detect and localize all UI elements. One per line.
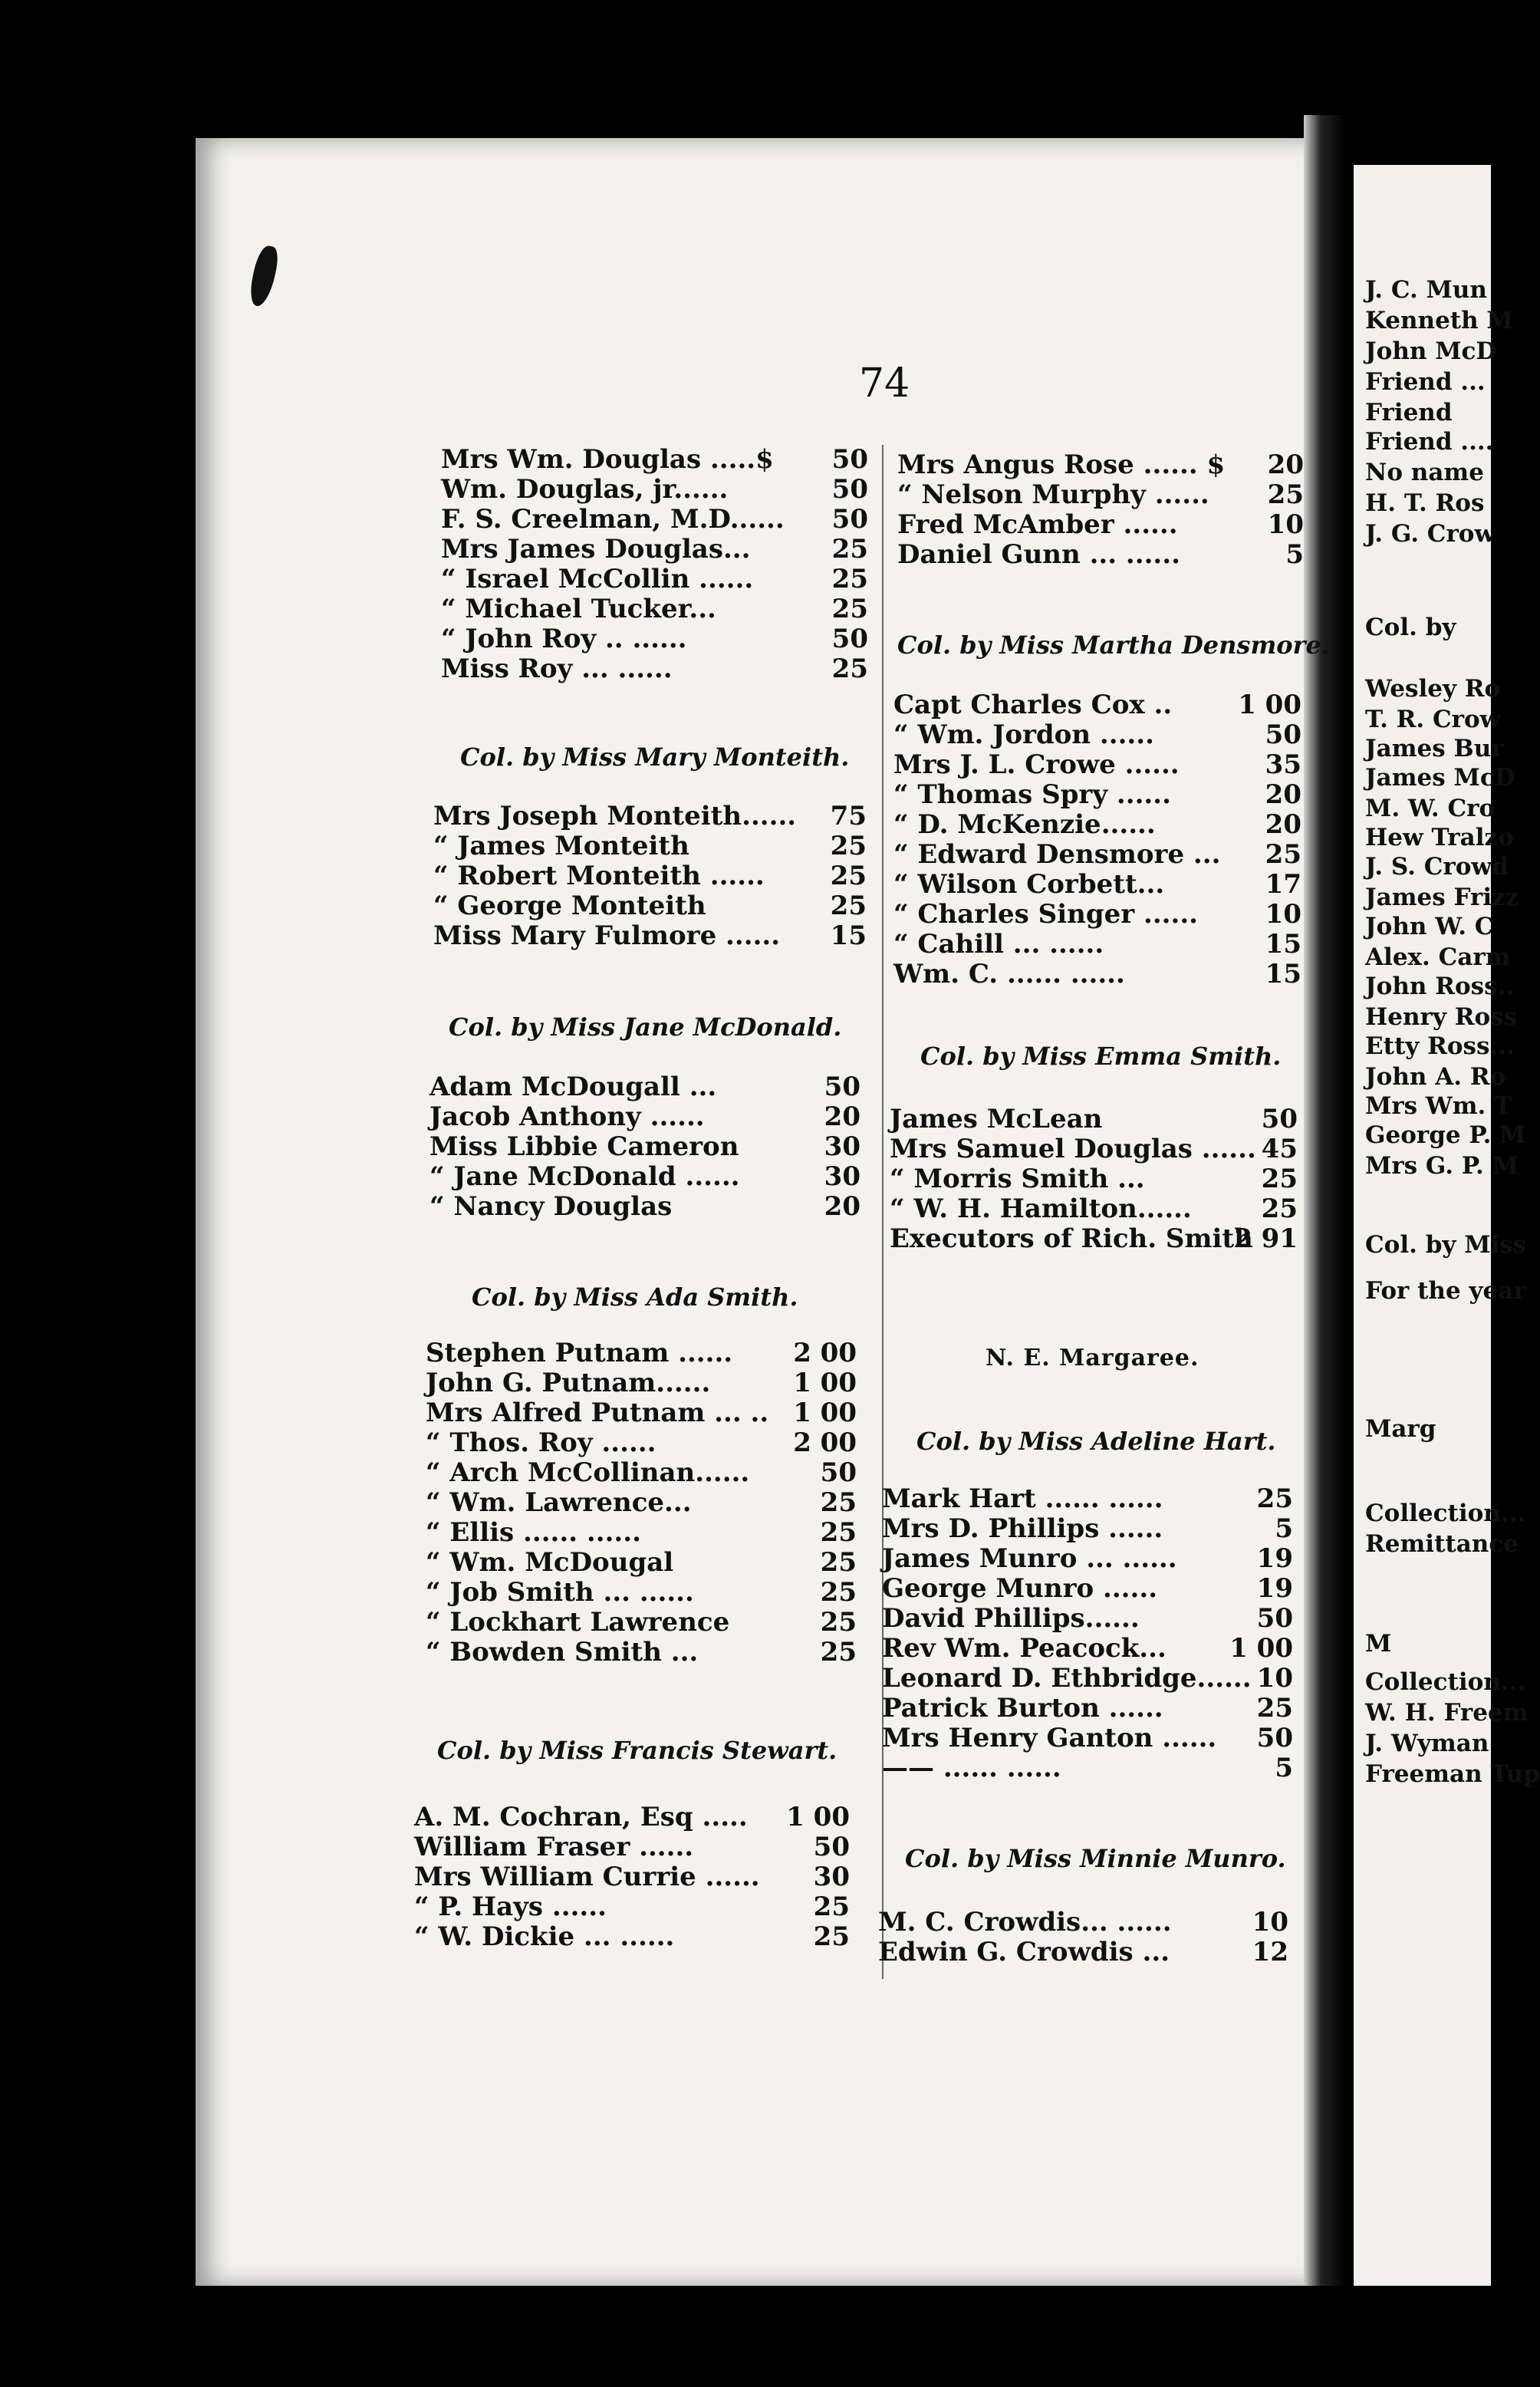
ledger-entry (426, 1427, 857, 1458)
ledger-entry (426, 1547, 857, 1578)
ledger-entry (429, 1191, 860, 1222)
ledger-entry (893, 959, 1301, 989)
ledger-entry (882, 1573, 1293, 1604)
right-page-text-fragment: Etty Ross... (1365, 1032, 1515, 1060)
donor-name: Jacob Anthony ...... (429, 1101, 705, 1132)
right-page-text-fragment: Friend .... (1365, 428, 1494, 456)
donation-amount: 25 (1256, 1483, 1293, 1514)
right-page-text-fragment: W. H. Freem (1365, 1699, 1528, 1727)
right-page-text-fragment: Freeman Tup (1365, 1760, 1540, 1788)
ledger-entry (429, 1161, 860, 1192)
donor-name: “ Israel McCollin ...... (441, 564, 754, 594)
right-page-text-fragment: J. C. Mun (1365, 276, 1487, 304)
donor-name: “ Wm. Lawrence... (426, 1487, 692, 1518)
ledger-entry (897, 539, 1304, 570)
ledger-entry (882, 1603, 1293, 1634)
right-page-text-fragment: Collection... (1365, 1500, 1526, 1527)
donation-amount: 25 (831, 594, 868, 624)
ledger-entry (893, 749, 1301, 780)
donation-amount: 25 (830, 861, 867, 891)
donation-amount: 5 (1275, 1753, 1293, 1783)
donation-amount: 2 00 (793, 1427, 857, 1458)
donor-name: James Munro ... ...... (882, 1543, 1177, 1574)
donation-amount: 17 (1265, 869, 1301, 900)
ledger-entry (441, 504, 868, 535)
donor-name: A. M. Cochran, Esq ..... (414, 1802, 748, 1832)
donation-amount: 20 (1265, 809, 1301, 840)
donor-name: “ Job Smith ... ...... (426, 1577, 694, 1608)
donor-name: “ W. H. Hamilton...... (890, 1194, 1192, 1224)
donor-name: Daniel Gunn ... ...... (897, 539, 1180, 570)
ledger-entry (878, 1937, 1288, 1967)
ledger-entry (426, 1577, 857, 1608)
donor-name: Stephen Putnam ...... (426, 1338, 733, 1368)
ledger-entry (441, 534, 868, 565)
donor-name: “ Michael Tucker... (441, 594, 716, 624)
donation-amount: 50 (813, 1832, 850, 1862)
donation-amount: 50 (820, 1457, 857, 1488)
ledger-entry (426, 1607, 857, 1638)
book-gutter (1304, 115, 1346, 2286)
ledger-entry (414, 1832, 850, 1862)
donation-amount: 15 (830, 920, 867, 951)
donor-name: Mrs Samuel Douglas ...... (890, 1134, 1256, 1164)
donation-amount: 25 (831, 654, 868, 684)
section-heading: Col. by Miss Mary Monteith. (460, 742, 850, 772)
donor-name: Mrs Angus Rose ...... $ (897, 449, 1226, 480)
donation-amount: 30 (813, 1862, 850, 1892)
donation-amount: 30 (824, 1131, 860, 1162)
ledger-entry (882, 1543, 1293, 1574)
donor-name: Capt Charles Cox .. (893, 690, 1173, 720)
donor-name: Mrs Wm. Douglas .....$ (441, 444, 774, 475)
donor-name: “ Nelson Murphy ...... (897, 479, 1209, 510)
donation-amount: 25 (1261, 1194, 1298, 1224)
right-page-text-fragment: Mrs Wm. T (1365, 1092, 1512, 1120)
donor-name: Wm. C. ...... ...... (893, 959, 1125, 989)
donor-name: Edwin G. Crowdis ... (878, 1937, 1170, 1967)
ledger-entry (882, 1513, 1293, 1544)
donation-amount: 20 (1265, 779, 1301, 810)
donation-amount: 1 00 (786, 1802, 850, 1832)
donor-name: Miss Libbie Cameron (429, 1131, 739, 1162)
right-page-text-fragment: H. T. Ros (1365, 489, 1485, 517)
donation-amount: 25 (820, 1547, 857, 1578)
right-page-text-fragment: James McD (1365, 764, 1515, 792)
donor-name: “ Wm. Jordon ...... (893, 719, 1154, 750)
right-page-text-fragment: John A. Ro (1365, 1063, 1506, 1091)
donation-amount: 2 91 (1234, 1223, 1298, 1254)
donation-amount: 15 (1265, 959, 1301, 989)
donation-amount: 25 (830, 891, 867, 921)
donor-name: Mrs Alfred Putnam ... .. (426, 1398, 769, 1428)
donation-amount: 25 (820, 1637, 857, 1668)
donor-name: “ Arch McCollinan...... (426, 1457, 750, 1488)
donation-amount: 50 (831, 504, 868, 535)
donor-name: “ Cahill ... ...... (893, 929, 1104, 960)
donation-amount: 50 (831, 474, 868, 505)
section-heading: Col. by Miss Jane McDonald. (449, 1012, 842, 1042)
ledger-entry (433, 891, 867, 921)
donation-amount: 50 (824, 1072, 860, 1102)
donor-name: “ Nancy Douglas (429, 1191, 673, 1222)
ledger-entry (890, 1134, 1298, 1164)
donor-name: “ P. Hays ...... (414, 1891, 607, 1922)
donation-amount: 15 (1265, 929, 1301, 960)
ledger-entry (897, 509, 1304, 540)
right-page-text-fragment: Col. by Miss (1365, 1231, 1527, 1259)
right-page-text-fragment: M. W. Cro (1365, 795, 1496, 822)
donor-name: “ James Monteith (433, 831, 689, 861)
donor-name: Mrs Henry Ganton ...... (882, 1723, 1217, 1753)
donation-amount: 2 00 (793, 1338, 857, 1368)
ledger-entry (433, 920, 867, 951)
donation-amount: 12 (1252, 1937, 1288, 1967)
donation-amount: 35 (1265, 749, 1301, 780)
donation-amount: 50 (1261, 1104, 1298, 1134)
donation-amount: 25 (1261, 1164, 1298, 1194)
donor-name: Executors of Rich. Smith (890, 1223, 1253, 1254)
section-heading: Col. by Miss Adeline Hart. (916, 1427, 1276, 1456)
donation-amount: 25 (1265, 839, 1301, 870)
section-heading: Col. by Miss Martha Densmore. (897, 630, 1330, 660)
ledger-entry (882, 1693, 1293, 1724)
right-page-text-fragment: John Ross.. (1365, 973, 1515, 1000)
place-heading: N. E. Margaree. (986, 1345, 1199, 1371)
ledger-entry (893, 899, 1301, 930)
donor-name: “ W. Dickie ... ...... (414, 1921, 675, 1952)
right-page-text-fragment: For the year (1365, 1277, 1526, 1305)
ledger-entry (890, 1194, 1298, 1224)
ledger-entry (897, 479, 1304, 510)
ledger-entry (882, 1483, 1293, 1514)
donor-name: F. S. Creelman, M.D...... (441, 504, 785, 535)
right-page-text-fragment: Wesley Ro (1365, 675, 1501, 703)
donation-amount: 25 (820, 1517, 857, 1548)
ledger-entry (441, 564, 868, 594)
ledger-entry (890, 1223, 1298, 1254)
ledger-entry (429, 1131, 860, 1162)
ledger-entry (441, 594, 868, 624)
donor-name: “ D. McKenzie...... (893, 809, 1156, 840)
donation-amount: 25 (813, 1891, 850, 1922)
donor-name: Miss Mary Fulmore ...... (433, 920, 781, 951)
ledger-entry (441, 624, 868, 654)
right-page-text-fragment: M (1365, 1630, 1392, 1658)
donation-amount: 19 (1256, 1573, 1293, 1604)
ledger-entry (414, 1891, 850, 1922)
donation-amount: 20 (824, 1101, 860, 1132)
ledger-entry (414, 1862, 850, 1892)
right-page-text-fragment: Alex. Carm (1365, 943, 1511, 971)
right-page-text-fragment: John McD (1365, 337, 1497, 365)
ledger-entry (433, 831, 867, 861)
ledger-entry (426, 1398, 857, 1428)
donor-name: “ Thos. Roy ...... (426, 1427, 656, 1458)
donor-name: William Fraser ...... (414, 1832, 694, 1862)
right-page-text-fragment: Hew Tralzo (1365, 824, 1514, 851)
donation-amount: 5 (1285, 539, 1304, 570)
donation-amount: 25 (831, 564, 868, 594)
donation-amount: 10 (1252, 1907, 1288, 1938)
right-page-text-fragment: J. S. Crowd (1365, 853, 1509, 881)
donor-name: Rev Wm. Peacock... (882, 1633, 1167, 1664)
donation-amount: 50 (1256, 1723, 1293, 1753)
donor-name: Mrs J. L. Crowe ...... (893, 749, 1180, 780)
donation-amount: 50 (1256, 1603, 1293, 1634)
ledger-entry (429, 1101, 860, 1132)
ledger-entry (893, 690, 1301, 720)
donor-name: Mark Hart ...... ...... (882, 1483, 1163, 1514)
donation-amount: 25 (820, 1607, 857, 1638)
right-page-text-fragment: Friend (1365, 399, 1453, 426)
ledger-entry (882, 1723, 1293, 1753)
donation-amount: 5 (1275, 1513, 1293, 1544)
donor-name: “ Jane McDonald ...... (429, 1161, 740, 1192)
right-page-text-fragment: Kenneth M (1365, 307, 1513, 334)
ledger-entry (426, 1457, 857, 1488)
donation-amount: 20 (824, 1191, 860, 1222)
donation-amount: 20 (1267, 449, 1304, 480)
section-heading: Col. by Miss Francis Stewart. (437, 1736, 837, 1765)
ledger-entry (426, 1487, 857, 1518)
ledger-entry (893, 929, 1301, 960)
ledger-entry (426, 1368, 857, 1398)
section-heading: Col. by Miss Emma Smith. (920, 1042, 1282, 1071)
ledger-entry (441, 474, 868, 505)
ledger-entry (426, 1517, 857, 1548)
donor-name: “ Bowden Smith ... (426, 1637, 699, 1668)
donation-amount: 19 (1256, 1543, 1293, 1574)
ledger-entry (878, 1907, 1288, 1938)
donor-name: “ Lockhart Lawrence (426, 1607, 730, 1638)
ledger-entry (426, 1637, 857, 1668)
donor-name: Mrs William Currie ...... (414, 1862, 760, 1892)
ledger-entry (882, 1633, 1293, 1664)
donation-amount: 30 (824, 1161, 860, 1192)
ledger-entry (433, 861, 867, 891)
right-page-text-fragment: Collection... (1365, 1668, 1526, 1696)
donation-amount: 25 (1267, 479, 1304, 510)
right-page-text-fragment: Henry Ross (1365, 1003, 1518, 1031)
donor-name: —— ...... ...... (882, 1753, 1061, 1783)
donation-amount: 25 (1256, 1693, 1293, 1724)
donor-name: Miss Roy ... ...... (441, 654, 673, 684)
donor-name: George Munro ...... (882, 1573, 1158, 1604)
section-heading: Col. by Miss Ada Smith. (472, 1282, 798, 1312)
right-page-text-fragment: James Frizz (1365, 884, 1519, 911)
donor-name: Patrick Burton ...... (882, 1693, 1163, 1724)
right-page-text-fragment: J. Wyman (1365, 1730, 1489, 1757)
donation-amount: 50 (1265, 719, 1301, 750)
donor-name: Mrs D. Phillips ...... (882, 1513, 1163, 1544)
ledger-entry (441, 444, 868, 475)
donation-amount: 45 (1261, 1134, 1298, 1164)
right-page-text-fragment: John W. C (1365, 913, 1494, 940)
ledger-entry (893, 809, 1301, 840)
right-page-text-fragment: T. R. Crow (1365, 706, 1501, 733)
donor-name: “ Charles Singer ...... (893, 899, 1199, 930)
right-page-text-fragment: James Bur (1365, 735, 1504, 762)
donation-amount: 25 (813, 1921, 850, 1952)
ledger-entry (433, 801, 867, 831)
right-page-text-fragment: George P. M (1365, 1121, 1526, 1149)
donation-amount: 1 00 (1229, 1633, 1293, 1664)
ledger-entry (893, 719, 1301, 750)
ledger-entry (414, 1921, 850, 1952)
donor-name: “ Thomas Spry ...... (893, 779, 1171, 810)
donor-name: “ Ellis ...... ...... (426, 1517, 641, 1548)
ledger-entry (882, 1663, 1293, 1694)
donation-amount: 25 (820, 1577, 857, 1608)
donation-amount: 25 (830, 831, 867, 861)
donor-name: “ John Roy .. ...... (441, 624, 687, 654)
donation-amount: 10 (1267, 509, 1304, 540)
book-page-right-fragment (1354, 165, 1540, 2286)
donor-name: M. C. Crowdis... ...... (878, 1907, 1172, 1938)
donation-amount: 25 (820, 1487, 857, 1518)
donor-name: “ Wilson Corbett... (893, 869, 1165, 900)
ledger-entry (890, 1104, 1298, 1134)
donor-name: David Phillips...... (882, 1603, 1140, 1634)
donation-amount: 25 (831, 534, 868, 565)
donation-amount: 50 (831, 624, 868, 654)
right-page-text-fragment: J. G. Crow (1365, 520, 1496, 548)
donor-name: Leonard D. Ethbridge...... (882, 1663, 1252, 1694)
ledger-entry (893, 869, 1301, 900)
donor-name: Mrs Joseph Monteith...... (433, 801, 797, 831)
right-page-text-fragment: No name (1365, 459, 1484, 486)
ledger-entry (426, 1338, 857, 1368)
right-page-text-fragment: Col. by (1365, 614, 1456, 641)
ledger-entry (893, 839, 1301, 870)
donor-name: John G. Putnam...... (426, 1368, 711, 1398)
page-number: 74 (859, 361, 910, 407)
donation-amount: 75 (830, 801, 867, 831)
donor-name: “ Robert Monteith ...... (433, 861, 765, 891)
donation-amount: 10 (1256, 1663, 1293, 1694)
donor-name: “ Edward Densmore ... (893, 839, 1221, 870)
donation-amount: 50 (831, 444, 868, 475)
right-page-text-fragment: Marg (1365, 1415, 1436, 1443)
right-page-text-fragment: Mrs G. P. M (1365, 1152, 1519, 1180)
ledger-entry (429, 1072, 860, 1102)
ledger-entry (441, 654, 868, 684)
donor-name: Wm. Douglas, jr...... (441, 474, 729, 505)
ledger-entry (893, 779, 1301, 810)
section-heading: Col. by Miss Minnie Munro. (905, 1844, 1286, 1873)
right-page-text-fragment: Remittance (1365, 1530, 1519, 1558)
ledger-entry (897, 449, 1304, 480)
donor-name: Mrs James Douglas... (441, 534, 751, 565)
donor-name: “ Wm. McDougal (426, 1547, 674, 1578)
donor-name: James McLean (890, 1104, 1103, 1134)
ledger-entry (414, 1802, 850, 1832)
donor-name: “ George Monteith (433, 891, 706, 921)
ledger-entry (882, 1753, 1293, 1783)
right-page-text-fragment: Friend ... (1365, 368, 1486, 396)
donor-name: “ Morris Smith ... (890, 1164, 1145, 1194)
donation-amount: 1 00 (1238, 690, 1301, 720)
donation-amount: 1 00 (793, 1398, 857, 1428)
donation-amount: 1 00 (793, 1368, 857, 1398)
donor-name: Fred McAmber ...... (897, 509, 1178, 540)
donation-amount: 10 (1265, 899, 1301, 930)
donor-name: Adam McDougall ... (429, 1072, 717, 1102)
ledger-entry (890, 1164, 1298, 1194)
